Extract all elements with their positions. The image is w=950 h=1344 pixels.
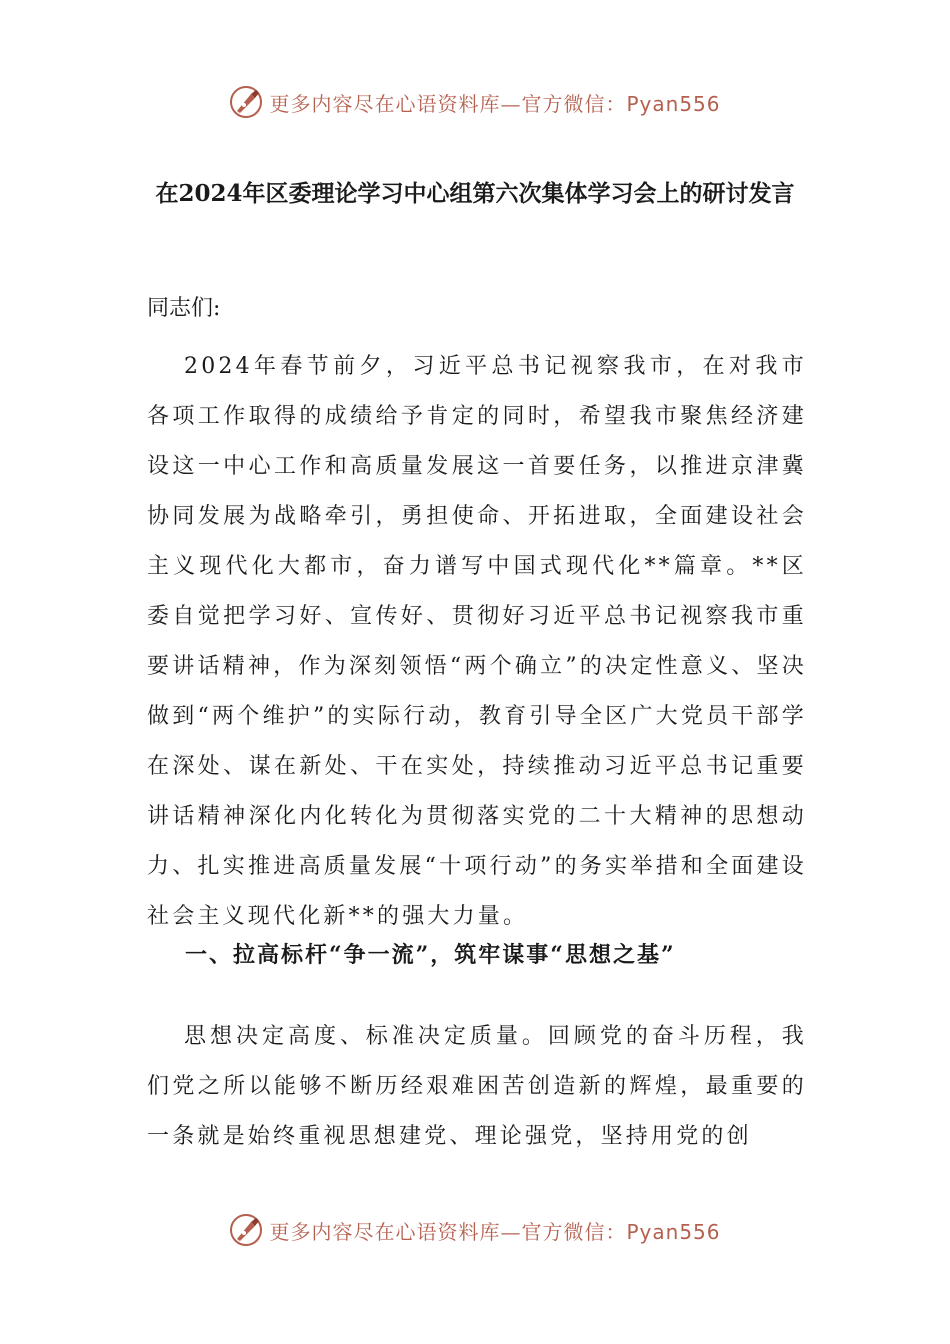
watermark-code: Pyan556 xyxy=(626,91,721,116)
body-paragraph-1: 2024年春节前夕，习近平总书记视察我市，在对我市各项工作取得的成绩给予肯定的同时，希望我市聚焦经济建设这一中心工作和高质量发展这一首要任务，以推进京津冀协同发展为战略牵引，勇担使命、开拓进取，全面建设社会主义现代化大都市，奋力谱写中国式现代化**篇章。**区委自觉把学习好、宣传好、贯彻好习近平总书记视察我市重要讲话精神，作为深刻领悟“两个确立”的决定性意义、坚决做到“两个维护”的实际行动，教育引导全区广大党员干部学在深处、谋在新处、干在实处，持续推动习近平总书记重要讲话精神深化内化转化为贯彻落实党的二十大精神的思想动力、扎实推进高质量发展“十项行动”的务实举措和全面建设社会主义现代化新**的强大力量。 xyxy=(147,354,807,929)
watermark-banner-bottom xyxy=(0,1210,950,1250)
pen-nib-logo-icon xyxy=(229,85,263,119)
body-paragraph-2: 思想决定高度、标准决定质量。回顾党的奋斗历程，我们党之所以能够不断历经艰难困苦创造新的辉煌，最重要的一条就是始终重视思想建党、理论强党，坚持用党的创 xyxy=(147,1024,807,1149)
watermark-text: 更多内容尽在心语资料库—官方微信：Pyan556 xyxy=(269,91,721,116)
watermark-banner-top xyxy=(0,82,950,122)
watermark-text: 更多内容尽在心语资料库—官方微信：Pyan556 xyxy=(269,1219,721,1244)
section-heading-1: 一、拉高标杆“争一流”，筑牢谋事“思想之基” xyxy=(185,942,676,968)
document-title: 在2024年区委理论学习中心组第六次集体学习会上的研讨发言 xyxy=(155,180,795,207)
pen-nib-logo-icon xyxy=(229,1213,263,1247)
watermark-code: Pyan556 xyxy=(626,1219,721,1244)
salutation: 同志们: xyxy=(147,296,221,321)
